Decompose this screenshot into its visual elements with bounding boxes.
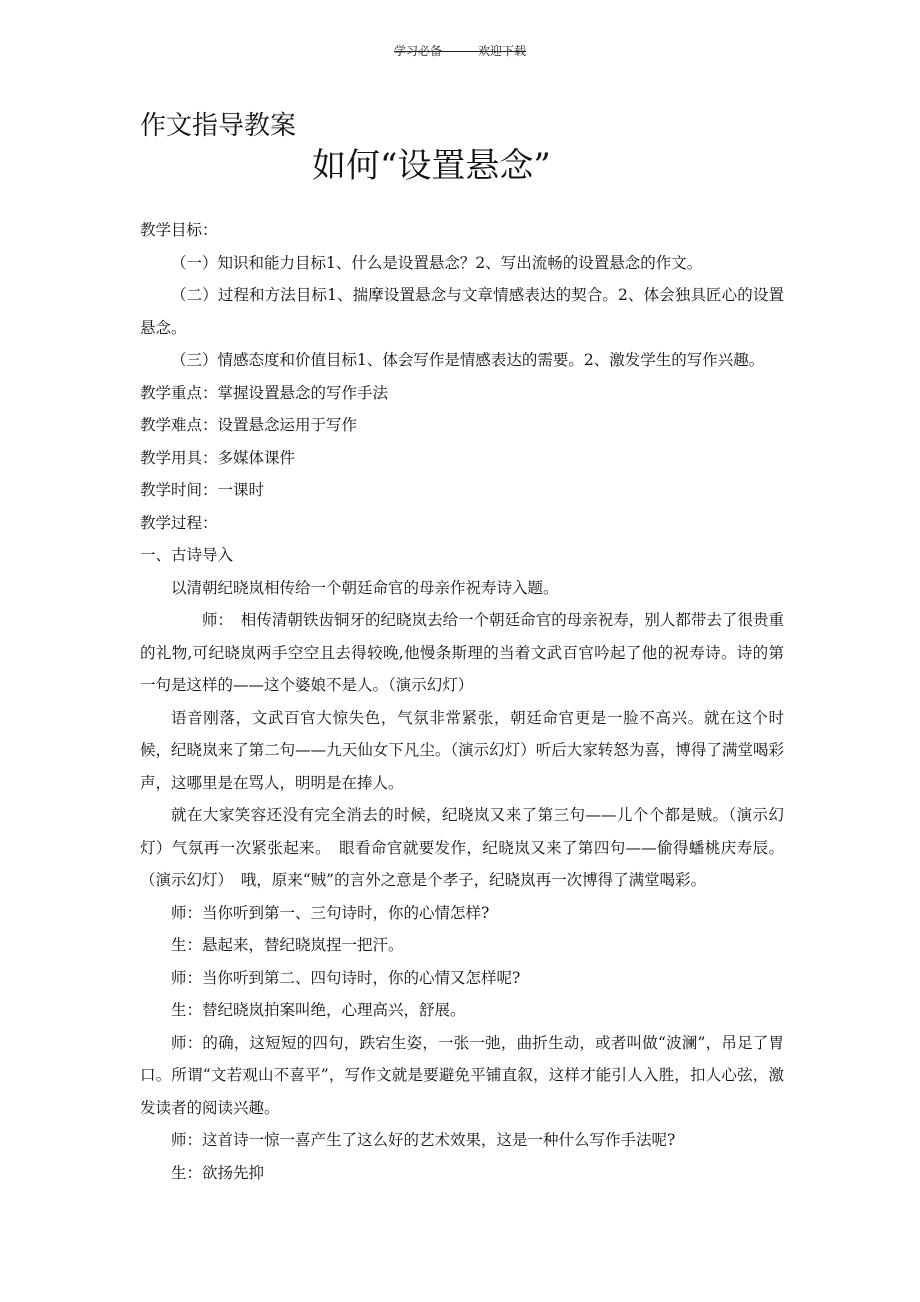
- section-heading-objectives: 教学目标：: [140, 221, 218, 239]
- section-heading-intro: 一、古诗导入: [140, 546, 234, 564]
- dialogue-teacher-1: 师：当你听到第一、三句诗时，你的心情怎样?: [171, 903, 490, 922]
- objective-emotion: （三）情感态度和价值目标1、体会写作是情感表达的需要。2、激发学生的写作兴趣。: [171, 351, 765, 369]
- dialogue-student-1: 生：悬起来，替纪晓岚捏一把汗。: [171, 936, 404, 954]
- paragraph-story-3: 就在大家笑容还没有完全消去的时候，纪晓岚又来了第三句——儿个个都是贼。（演示幻灯）气氛再一次紧张起来。 眼看命官就要发作，纪晓岚又来了第四句——偷得蟠桃庆寿辰。（演示幻灯） 哦，原来“贼”的言外之意是个孝子，纪晓岚再一次博得了满堂喝彩。: [140, 806, 784, 889]
- header-text: 学习必备———欢迎下载: [393, 44, 526, 58]
- section-heading-process: 教学过程：: [140, 513, 218, 532]
- teaching-time: 教学时间：一课时: [140, 481, 265, 499]
- paragraph-story-1: 师： 相传清朝铁齿铜牙的纪晓岚去给一个朝廷命官的母亲祝寿，别人都带去了很贵重的礼物,可纪晓岚两手空空且去得较晚,他慢条斯理的当着文武百官吟起了他的祝寿诗。诗的第一句是这样的——这个婆娘不是人。（演示幻灯）: [140, 611, 784, 694]
- dialogue-teacher-2: 师：当你听到第二、四句诗时，你的心情又怎样呢?: [171, 968, 521, 987]
- paragraph-intro: 以清朝纪晓岚相传给一个朝廷命官的母亲作祝寿诗入题。: [171, 578, 559, 597]
- teaching-focus: 教学重点：掌握设置悬念的写作手法: [140, 383, 389, 402]
- dialogue-student-3: 生：欲扬先抑: [171, 1163, 265, 1182]
- document-body: [140, 214, 784, 1189]
- document-title: 作文指导教案: [140, 111, 297, 141]
- objective-process: （二）过程和方法目标1、揣摩设置悬念与文章情感表达的契合。2、体会独具匠心的设置悬念。: [140, 286, 784, 337]
- teaching-tools: 教学用具：多媒体课件: [140, 448, 296, 467]
- paragraph-story-2: 语音刚落，文武百官大惊失色，气氛非常紧张，朝廷命官更是一脸不高兴。就在这个时候，纪晓岚来了第二句——九天仙女下凡尘。（演示幻灯）听后大家转怒为喜，博得了满堂喝彩声，这哪里是在骂人，明明是在捧人。: [140, 708, 784, 792]
- teaching-difficulty: 教学难点：设置悬念运用于写作: [140, 416, 358, 434]
- page-header: [0, 42, 920, 59]
- objective-knowledge: （一）知识和能力目标1、什么是设置悬念？2、写出流畅的设置悬念的作文。: [171, 253, 703, 272]
- dialogue-student-2: 生：替纪晓岚拍案叫绝，心理高兴，舒展。: [171, 1001, 466, 1019]
- dialogue-teacher-4: 师：这首诗一惊一喜产生了这么好的艺术效果，这是一种什么写作手法呢?: [171, 1131, 676, 1149]
- dialogue-teacher-3: 师：的确，这短短的四句，跌宕生姿，一张一弛，曲折生动，或者叫做“波澜”，吊足了胃口。所谓“文若观山不喜平”，写作文就是要避免平铺直叙，这样才能引人入胜，扣人心弦，激发读者的阅读兴趣。: [140, 1033, 784, 1117]
- document-subtitle: 如何“设置悬念”: [312, 146, 551, 186]
